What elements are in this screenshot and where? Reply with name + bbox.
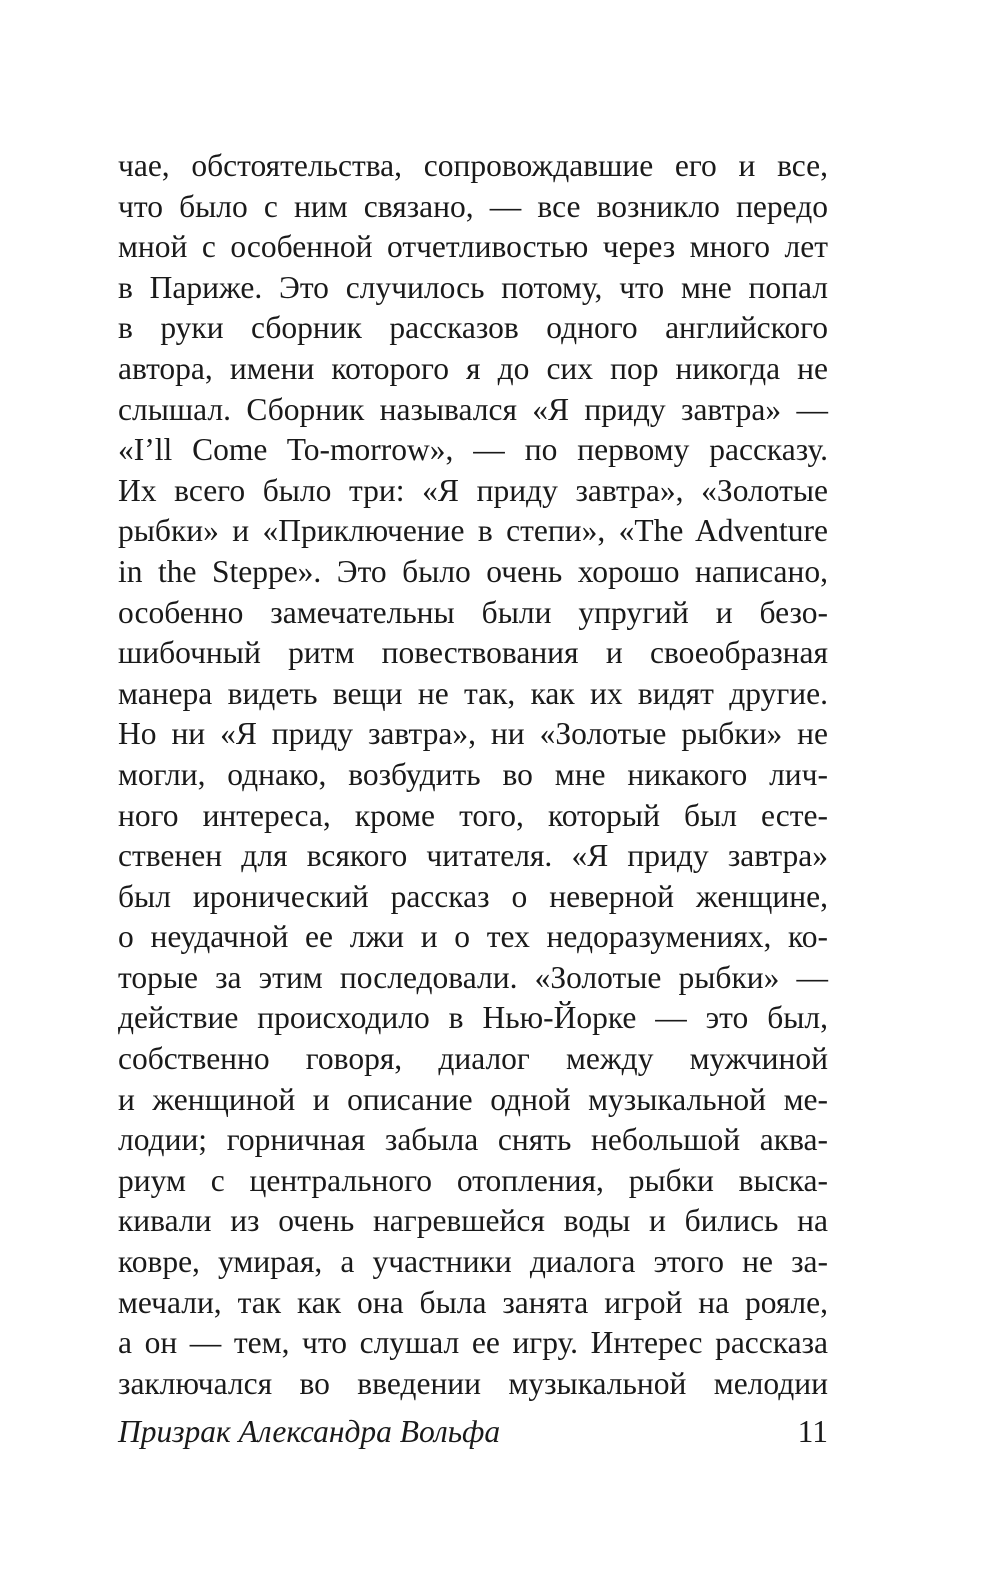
text-line: в Париже. Это случилось потому, что мне попал [118,269,828,305]
running-title: Призрак Александра Вольфа [118,1414,501,1449]
text-line: мной с особенной отчетливостью через много лет [118,229,828,265]
text-line: рыбки» и «Приключение в степи», «The Adventure [118,513,828,549]
text-line: собственно говоря, диалог между мужчиной [118,1041,828,1077]
text-line: а он — тем, что слушал ее игру. Интерес рассказа [118,1325,828,1361]
text-line: слышал. Сборник назывался «Я приду завтра» — [118,391,828,427]
text-line: ковре, умирая, а участники диалога этого не за- [118,1244,828,1280]
page-footer [118,1410,828,1454]
text-line: что было с ним связано, — все возникло передо [118,188,828,224]
text-line: Но ни «Я приду завтра», ни «Золотые рыбки» не [118,716,828,752]
text-line: и женщиной и описание одной музыкальной ме- [118,1081,828,1117]
text-line: о неудачной ее лжи и о тех недоразумениях, ко- [118,919,828,955]
text-line: заключался во введении музыкальной мелодии [118,1365,828,1401]
text-line: чае, обстоятельства, сопровождавшие его и все, [118,148,828,183]
body-text [118,146,828,1404]
text-line: шибочный ритм повествования и своеобразная [118,635,828,671]
text-line: in the Steppe». Это было очень хорошо написано, [118,553,828,589]
text-line: Их всего было три: «Я приду завтра», «Золотые [118,472,828,508]
text-line: риум с центрального отопления, рыбки выска- [118,1162,828,1198]
text-line: ного интереса, кроме того, который был есте- [118,797,828,833]
text-line: могли, однако, возбудить во мне никакого лич- [118,756,828,792]
text-line: манера видеть вещи не так, как их видят другие. [118,675,828,711]
text-line: был иронический рассказ о неверной женщине, [118,878,828,914]
text-line: торые за этим последовали. «Золотые рыбки» — [118,959,828,995]
text-line: особенно замечательны были упругий и безо- [118,594,828,630]
text-line: «I’ll Come To-morrow», — по первому рассказу. [118,432,828,468]
page-number: 11 [797,1414,828,1449]
text-line: в руки сборник рассказов одного английского [118,310,828,346]
text-line: ственен для всякого читателя. «Я приду завтра» [118,838,828,874]
text-line: кивали из очень нагревшейся воды и бились на [118,1203,828,1239]
text-line: мечали, так как она была занята игрой на рояле, [118,1284,828,1320]
text-line: лодии; горничная забыла снять небольшой аква- [118,1122,828,1158]
text-line: автора, имени которого я до сих пор никогда не [118,350,828,386]
text-line: действие происходило в Нью-Йорке — это был, [118,1000,828,1036]
